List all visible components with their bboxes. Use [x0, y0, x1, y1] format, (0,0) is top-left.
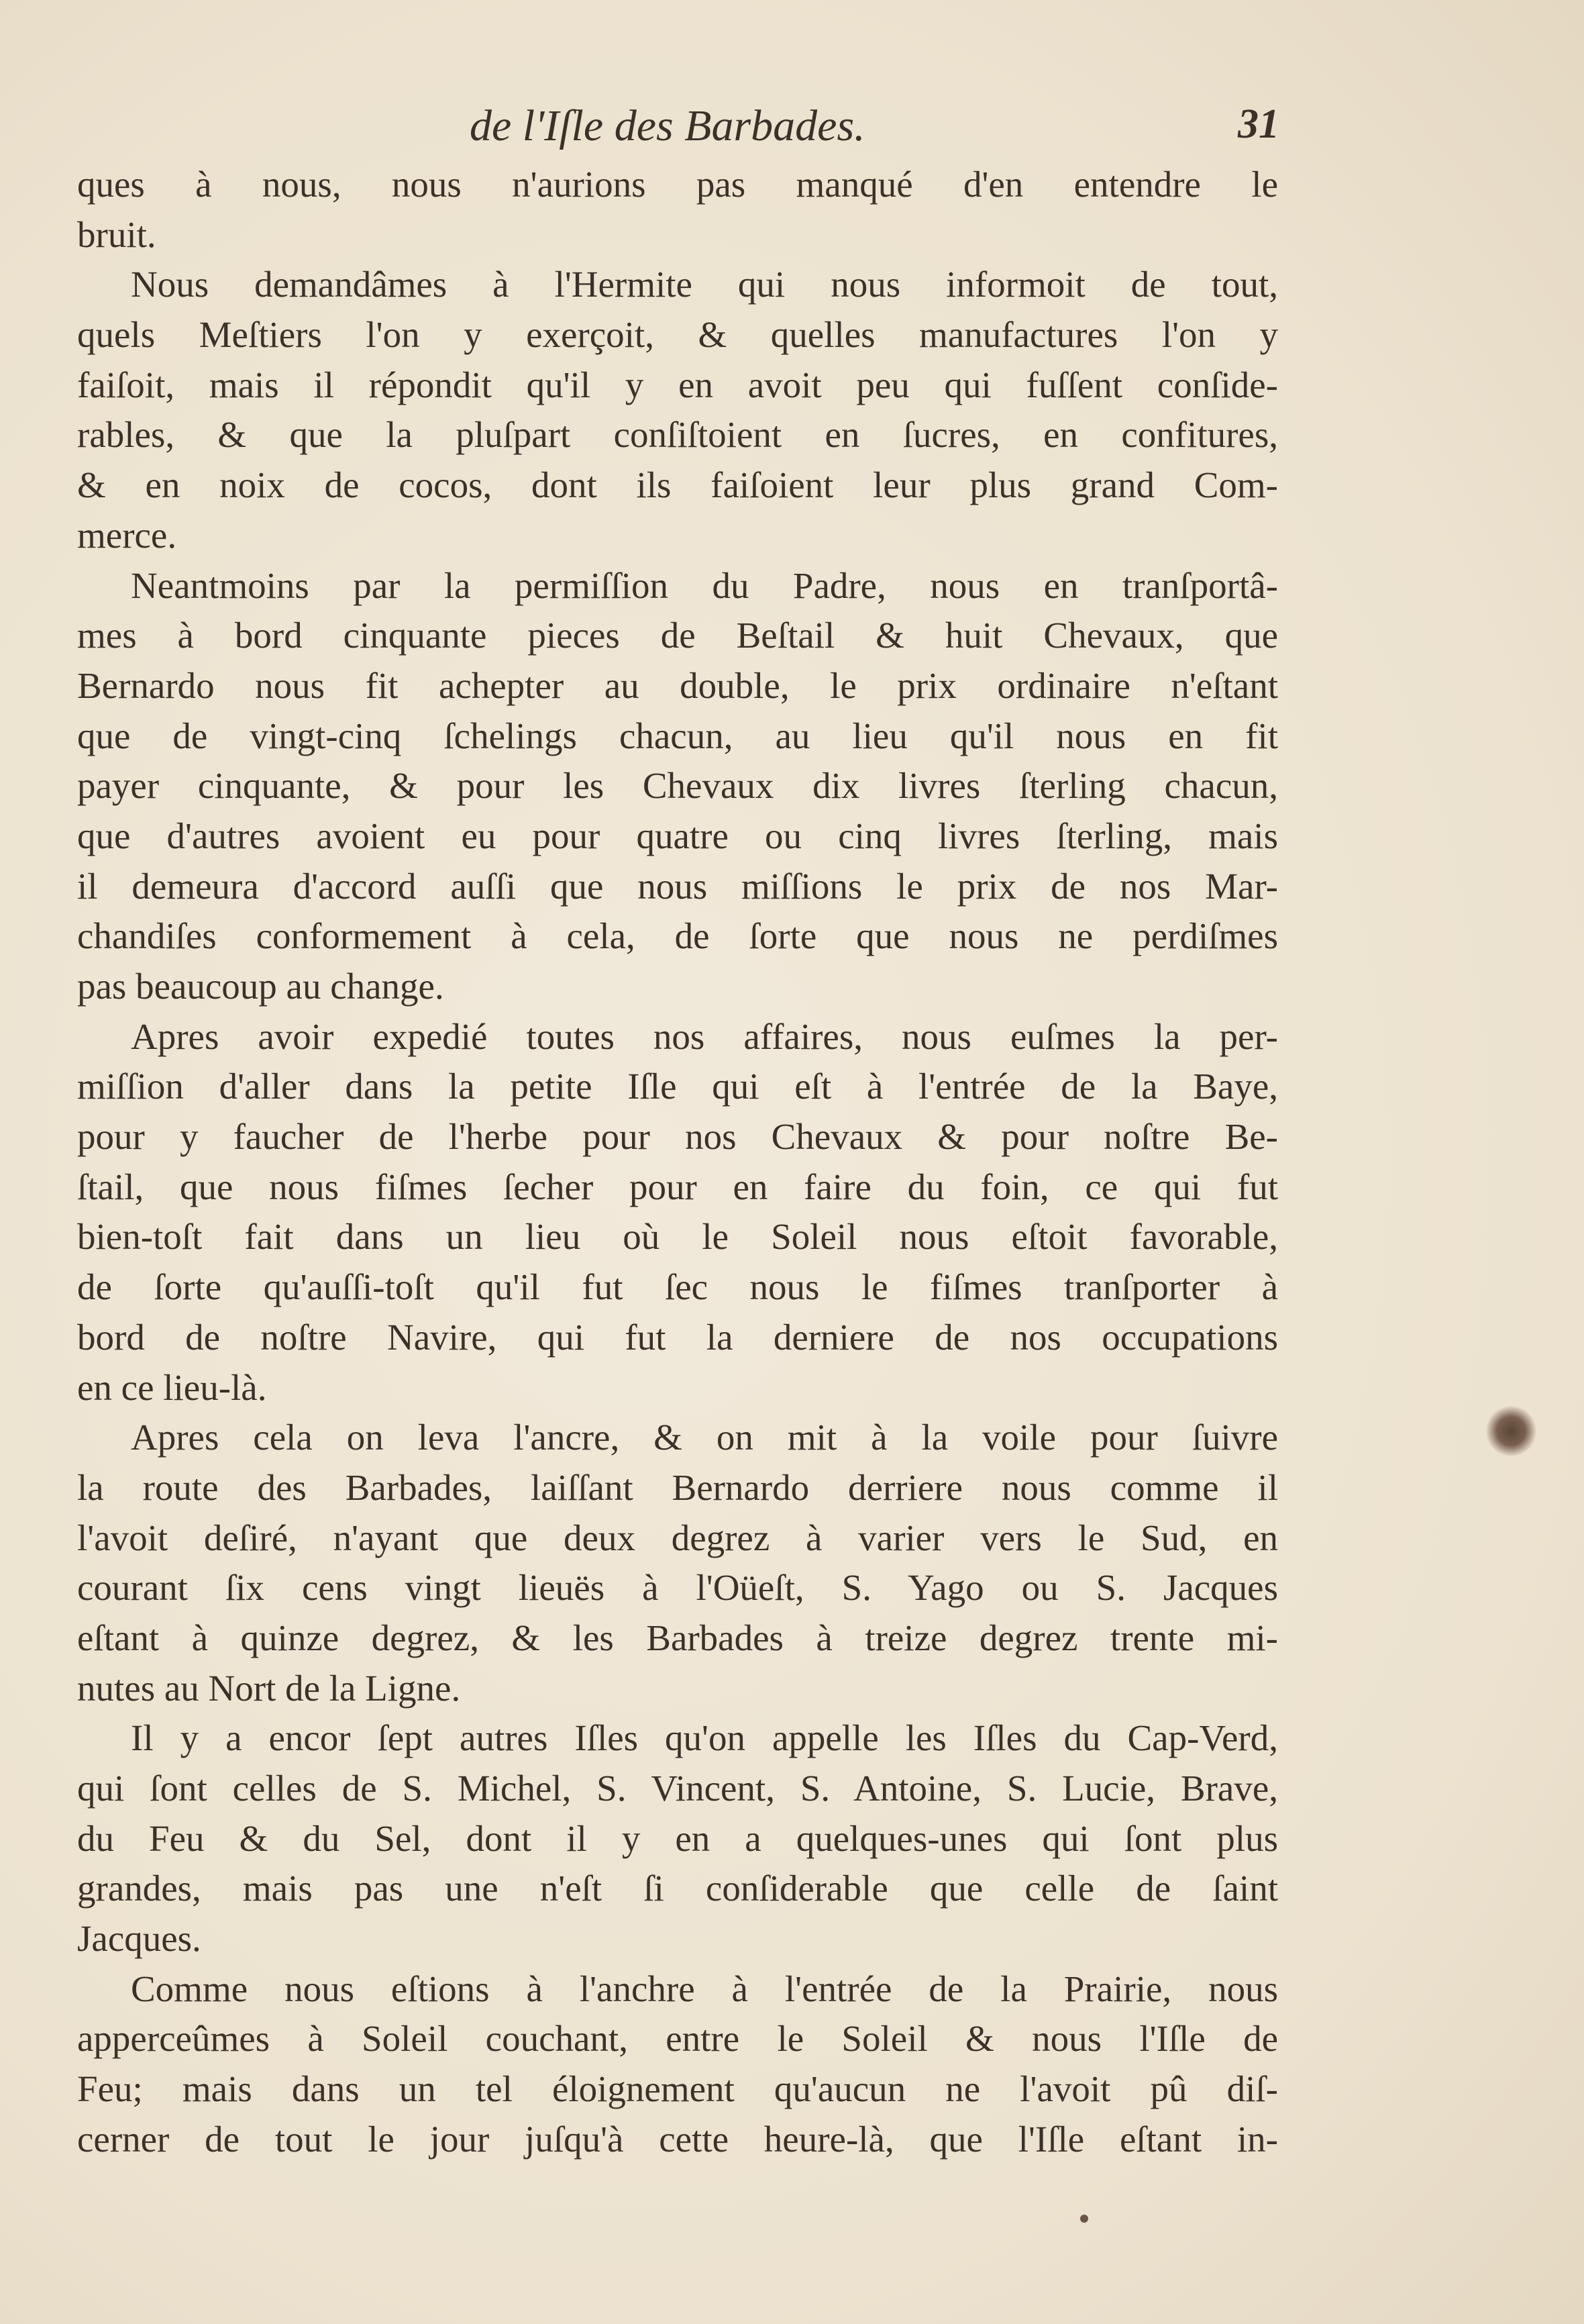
text-line: bien-toſt fait dans un lieu où le Soleil nous eſtoit favorable, [77, 1216, 1278, 1258]
text-line: merce. [77, 514, 177, 556]
page-number: 31 [1238, 101, 1279, 147]
running-title: de l'Iſle des Barbades. [470, 101, 865, 150]
text-line: Il y a encor ſept autres Iſles qu'on appelle les Iſles du Cap-Verd, [131, 1717, 1278, 1759]
text-line: Feu; mais dans un tel éloignement qu'aucun ne l'avoit pû diſ- [77, 2068, 1278, 2110]
text-line: apperceûmes à Soleil couchant, entre le Soleil & nous l'Iſle de [77, 2018, 1278, 2060]
text-line: Apres cela on leva l'ancre, & on mit à la voile pour ſuivre [131, 1417, 1278, 1458]
text-line: ques à nous, nous n'aurions pas manqué d'en entendre le [77, 164, 1278, 205]
text-line: payer cinquante, & pour les Chevaux dix livres ſterling chacun, [77, 765, 1278, 807]
text-line: qui ſont celles de S. Michel, S. Vincent, S. Antoine, S. Lucie, Brave, [77, 1768, 1278, 1809]
text-line: de ſorte qu'auſſi-toſt qu'il fut ſec nous le fiſmes tranſporter à [77, 1266, 1278, 1308]
paragraph [77, 1964, 1278, 2165]
text-line: Comme nous eſtions à l'anchre à l'entrée de la Prairie, nous [131, 1968, 1278, 2009]
text-line: du Feu & du Sel, dont il y en a quelques-unes qui ſont plus [77, 1817, 1278, 1859]
text-line: la route des Barbades, laiſſant Bernardo derriere nous comme il [77, 1466, 1278, 1508]
text-line: bruit. [77, 213, 156, 255]
text-line: & en noix de cocos, dont ils faiſoient leur plus grand Com- [77, 464, 1278, 506]
text-line: Nous demandâmes à l'Hermite qui nous informoit de tout, [131, 264, 1278, 305]
text-line: cerner de tout le jour juſqu'à cette heure-là, que l'Iſle eſtant in- [77, 2118, 1278, 2160]
text-line: grandes, mais pas une n'eſt ſi conſiderable que celle de ſaint [77, 1868, 1278, 1909]
paragraph [77, 561, 1278, 1012]
text-line: que d'autres avoient eu pour quatre ou cinq livres ſterling, mais [77, 815, 1278, 856]
text-line: l'avoit deſiré, n'ayant que deux degrez à varier vers le Sud, en [77, 1517, 1278, 1558]
text-line: Bernardo nous fit achepter au double, le prix ordinaire n'eſtant [77, 664, 1278, 706]
text-line: rables, & que la pluſpart conſiſtoient en ſucres, en confitures, [77, 414, 1278, 456]
text-line: chandiſes conformement à cela, de ſorte que nous ne perdiſmes [77, 915, 1278, 957]
text-line: Apres avoir expedié toutes nos affaires, nous euſmes la per- [131, 1015, 1278, 1057]
paragraph [77, 260, 1278, 560]
text-line: mes à bord cinquante pieces de Beſtail & huit Chevaux, que [77, 615, 1278, 656]
text-line: pas beaucoup au change. [77, 966, 444, 1007]
text-line: il demeura d'accord auſſi que nous miſſions le prix de nos Mar- [77, 865, 1278, 907]
text-line: faiſoit, mais il répondit qu'il y en avoit peu qui fuſſent conſide- [77, 364, 1278, 405]
text-line: courant ſix cens vingt lieuës à l'Oüeſt, S. Yago ou S. Jacques [77, 1567, 1278, 1609]
text-line: miſſion d'aller dans la petite Iſle qui eſt à l'entrée de la Baye, [77, 1066, 1278, 1107]
text-line: bord de noſtre Navire, qui fut la derniere de nos occupations [77, 1316, 1278, 1358]
ink-stain [1486, 1406, 1536, 1456]
text-line: Neantmoins par la permiſſion du Padre, nous en tranſportâ- [131, 564, 1278, 606]
text-line: ſtail, que nous fiſmes ſecher pour en faire du foin, ce qui fut [77, 1166, 1278, 1207]
text-line: eſtant à quinze degrez, & les Barbades à treize degrez trente mi- [77, 1617, 1278, 1658]
paragraph [77, 1413, 1278, 1713]
text-line: nutes au Nort de la Ligne. [77, 1667, 461, 1709]
paragraph [77, 1713, 1278, 1964]
text-line: que de vingt-cinq ſchelings chacun, au lieu qu'il nous en fit [77, 715, 1278, 756]
text-line: Jacques. [77, 1918, 201, 1960]
text-line: en ce lieu-là. [77, 1366, 267, 1408]
paragraph [77, 1012, 1278, 1413]
text-line: pour y faucher de l'herbe pour nos Chevaux & pour noſtre Be- [77, 1116, 1278, 1158]
text-line: quels Meſtiers l'on y exerçoit, & quelles manufactures l'on y [77, 314, 1278, 356]
paragraph [77, 160, 1278, 260]
ink-speck [1080, 2215, 1088, 2223]
page-body-text [77, 160, 1278, 2165]
